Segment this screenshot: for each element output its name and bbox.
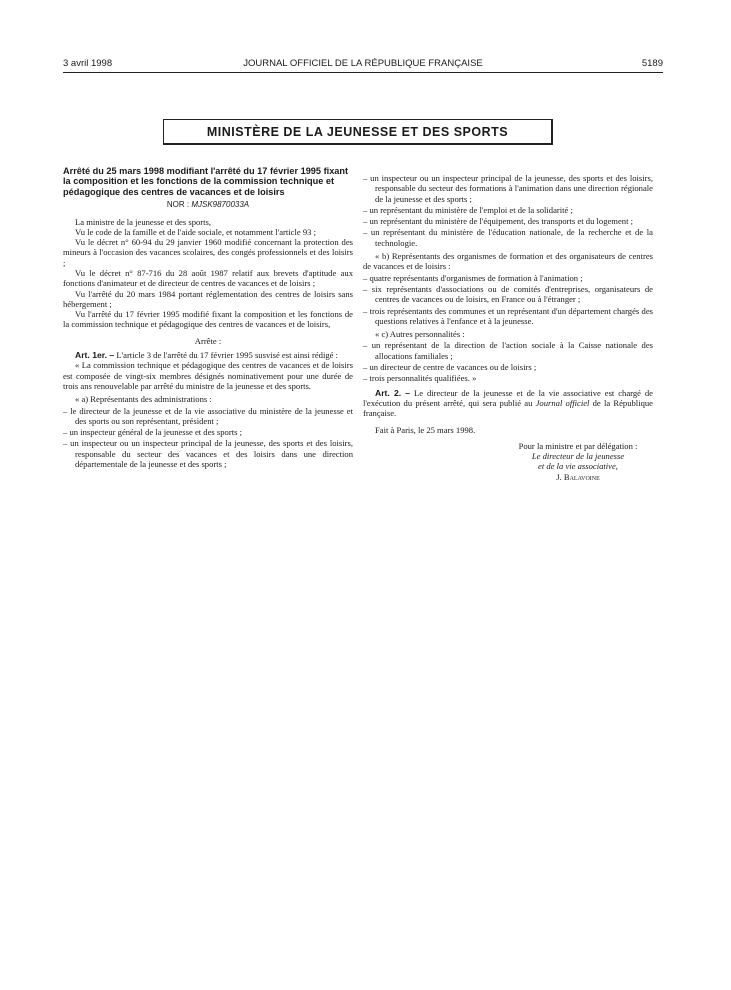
list-item: – quatre représentants d'organismes de formation à l'animation ; xyxy=(363,272,583,283)
list-item: – un représentant du ministère de l'emploi et de la solidarité ; xyxy=(363,204,573,215)
section-a-heading: « a) Représentants des administrations : xyxy=(75,394,212,405)
list-item: – le directeur de la jeunesse et de la vie associative du ministère de la jeunesse et des sports ou son représentant, président ; xyxy=(63,405,353,426)
preamble-line: Vu le code de la famille et de l'aide sociale, et notamment l'article 93 ; xyxy=(75,226,316,237)
right-column xyxy=(363,172,653,482)
signatory-name: J. Balavoine xyxy=(556,471,600,482)
nor-label: NOR : xyxy=(166,200,190,210)
header-page-number: 5189 xyxy=(641,58,663,69)
header-journal-title: JOURNAL OFFICIEL DE LA RÉPUBLIQUE FRANÇAISE xyxy=(243,58,483,69)
list-item: – six représentants d'associations ou de comités d'entreprises, organisateurs de centres de vacances ou de loisirs, en France ou à l'étranger ; xyxy=(363,283,653,305)
fait-a-paris: Fait à Paris, le 25 mars 1998. xyxy=(375,424,476,435)
list-item: – un inspecteur ou un inspecteur principal de la jeunesse, des sports et des loisirs, responsable du secteur des formations à l'animation dans une direction régionale de la jeunesse et des sports ; xyxy=(363,173,653,204)
list-item: – un inspecteur ou un inspecteur principal de la jeunesse, des sports et des loisirs, responsable du secteur des vacances et des loisirs dans une direction départementale de la jeunesse et des sports ; xyxy=(63,438,353,470)
section-c-heading: « c) Autres personnalités : xyxy=(375,329,465,340)
header-rule xyxy=(63,72,663,73)
list-item: – trois personnalités qualifiées. » xyxy=(363,373,477,384)
page-header xyxy=(63,58,663,72)
preamble-line: Vu l'arrêté du 17 février 1995 modifié fixant la composition et les fonctions de la commission technique et pédagogique des centres de vacances et de loisirs, xyxy=(63,309,353,330)
signature-block xyxy=(503,441,653,482)
journal-officiel-ref: Journal officiel xyxy=(535,397,590,408)
list-item: – un représentant de la direction de l'action sociale à la Caisse nationale des allocations familiales ; xyxy=(363,340,653,361)
article-2-text: Le directeur de la jeunesse et de la vie associative est chargé de l'exécution du présent arrêté, qui sera publié au xyxy=(363,387,653,408)
list-item: – un représentant du ministère de l'équipement, des transports et du logement ; xyxy=(363,216,634,227)
article-1-label: Art. 1er. – xyxy=(75,350,115,361)
section-b-heading: « b) Représentants des organismes de formation et des organisateurs de centres de vacances et de loisirs : xyxy=(363,251,653,272)
header-date: 3 avril 1998 xyxy=(63,58,113,69)
nor-value: MJSK9870033A xyxy=(191,200,250,210)
list-item: – un directeur de centre de vacances ou de loisirs ; xyxy=(363,362,537,373)
preamble-line: Vu le décret n° 87-716 du 28 août 1987 relatif aux brevets d'aptitude aux fonctions d'animateur et de directeur de centres de vacances et de loisirs ; xyxy=(63,268,353,289)
ministry-banner xyxy=(163,119,553,145)
arrete-heading: Arrête : xyxy=(194,335,222,346)
list-item: – un inspecteur général de la jeunesse et des sports ; xyxy=(63,427,242,438)
article-2-text-end: de la République française. xyxy=(363,397,653,419)
list-item: – trois représentants des communes et un représentant d'un département chargés des questions relatives à l'enfance et à la jeunesse. xyxy=(363,305,653,326)
signature-line-1: Pour la ministre et par délégation : xyxy=(518,440,638,451)
left-column xyxy=(63,166,353,469)
preamble-line: Vu l'arrêté du 20 mars 1984 portant réglementation des centres de loisirs sans hébergement ; xyxy=(63,288,353,309)
decree-title: Arrêté du 25 mars 1998 modifiant l'arrêté du 17 février 1995 fixant la composition et les fonctions de la commission technique et pédagogique des centres de vacances et de loisirs xyxy=(63,166,349,197)
article-1-text: L'article 3 de l'arrêté du 17 février 1995 susvisé est ainsi rédigé : xyxy=(116,350,339,361)
preamble-line: Vu le décret n° 60-94 du 29 janvier 1960 modifié concernant la protection des mineurs à l'occasion des vacances scolaires, des congés professionnels et des loisirs ; xyxy=(63,237,353,268)
article-2-label: Art. 2. – xyxy=(375,387,411,398)
nor-reference xyxy=(63,200,353,210)
preamble-line: La ministre de la jeunesse et des sports, xyxy=(75,216,212,227)
article-2 xyxy=(363,388,653,419)
ministry-title: MINISTÈRE DE LA JEUNESSE ET DES SPORTS xyxy=(206,124,509,139)
signature-line-2: Le directeur de la jeunesse xyxy=(531,451,625,462)
article-1 xyxy=(63,350,353,360)
article-1-quote: « La commission technique et pédagogique des centres de vacances et de loisirs est composée de vingt-six membres désignés nominativement pour une durée de trois ans renouvelable par arrêté du ministre de la jeunesse et des sports. xyxy=(63,360,353,391)
signature-line-3: et de la vie associative, xyxy=(538,461,618,472)
list-item: – un représentant du ministère de l'éducation nationale, de la recherche et de la technologie. xyxy=(363,227,653,248)
